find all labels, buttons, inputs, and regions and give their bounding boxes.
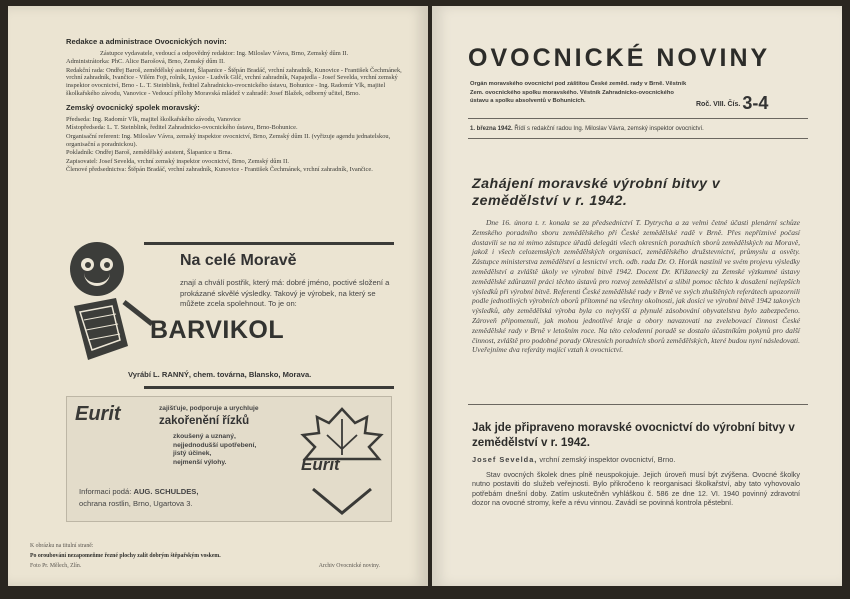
- union-org-officer: Organisační referent: Ing. Miloslav Vávra, zemský inspektor ovocnictví, Brno, Zemský dům II. (vyřizuje agendu jednatelskou, organisační a poradnickou).: [66, 132, 391, 148]
- editorial-heading: Redakce a administrace Ovocnických novin:: [66, 37, 227, 46]
- paint-brush-icon: [68, 294, 158, 364]
- eurit-tagline-small: zajišťuje, podporuje a urychluje: [159, 405, 259, 412]
- article-title: Zahájení moravské výrobní bitvy v zemědělství v r. 1942.: [472, 176, 721, 209]
- eurit-info-name: AUG. SCHULDES,: [133, 487, 199, 496]
- eurit-info-address: ochrana rostlin, Brno, Ugartova 3.: [79, 499, 193, 508]
- editorial-administrator: Administrátorka: PhC. Alice Barošová, Brno, Zemský dům II.: [66, 58, 225, 66]
- eurit-tagline-big: zakořenění řízků: [159, 415, 250, 427]
- eurit-feature: zkoušený a uznaný,: [173, 433, 236, 440]
- dateline-text: Řídí s redakční radou Ing. Miloslav Vávra, zemský inspektor ovocnictví.: [514, 126, 704, 132]
- smiley-face-icon: [70, 242, 124, 296]
- byline-role: vrchní zemský inspektor ovocnictví, Brno.: [539, 455, 676, 464]
- article-rule: [468, 404, 808, 405]
- header-rule: [468, 138, 808, 139]
- header-rule: [468, 118, 808, 119]
- dateline: [470, 126, 810, 132]
- newspaper-masthead: OVOCNICKÉ NOVINY: [468, 44, 771, 72]
- union-treasurer: Pokladník: Ondřej Baroš, zemědělský asistent, Šlapanice u Brna.: [66, 149, 233, 157]
- editorial-masthead: [66, 38, 406, 175]
- article-byline: [472, 455, 800, 464]
- barvikol-brand: BARVIKOL: [150, 316, 285, 344]
- union-vice-chairman: Místopředseda: L. T. Steinblink, ředitel Zahradnicko-ovocnického ústavu, Brno-Bohunice.: [66, 124, 298, 132]
- volume-label: Roč. VIII. Čís.: [696, 101, 741, 108]
- eurit-features: [173, 433, 256, 467]
- footer-caption-heading: K obrázku na titulní straně:: [30, 543, 94, 549]
- dateline-date: 1. března 1942.: [470, 126, 513, 132]
- article-title: Jak jde připraveno moravské ovocnictví do výrobní bitvy v zemědělství v r. 1942.: [472, 421, 795, 449]
- eurit-feature: jistý účinek,: [173, 450, 212, 458]
- union-chairman: Předseda: Ing. Radomír Vlk, majitel školkařského závodu, Vanovice: [66, 115, 241, 123]
- barvikol-body: znají a chválí postřik, který má: dobré jméno, poctivé složení a prokázané skvělé výsledky. Takový je výrobek, na který se můžete zcela spolehnout. To je on:: [180, 278, 390, 308]
- eurit-logo-small: Eurit: [75, 403, 121, 425]
- eurit-feature: nejjednodušší upotřebení,: [173, 441, 257, 449]
- editorial-board: Redakční rada: Ondřej Baroš, zemědělský asistent, Šlapanice - Štěpán Bradáč, vrchní zahradník, Kunovice - František Čechmánek, vrchní zahradník, Ivančice - Vilém Fojt, rolník, Lysice - Ludvík Gilč, vrchní zahradník, Napajedla - Josef Sevelda, vrchní zemský inspektor ovocnictví, Brno - L. T. Steinblink, ředitel Zahradnicko-ovocnického ústavu, Bohunice - Ing. Radomír Vlk, majitel školkařského závodu, Vanovice - Vedoucí přílohy Moravská mládež v zahradě: Josef Blažek, odborný učitel, Brno.: [66, 66, 402, 97]
- right-page: [432, 6, 842, 586]
- barvikol-maker: Vyrábí L. RANNÝ, chem. továrna, Blansko, Morava.: [128, 370, 312, 379]
- union-recorder: Zapisovatel: Josef Sevelda, vrchní zemský inspektor ovocnictví, Brno, Zemský dům II.: [66, 157, 289, 165]
- masthead-subtitle: Orgán moravského ovocnictví pod záštitou České zeměd. rady v Brně. Věstník Zem. ovocnického spolku moravského. Věstník Zahradnicko-ovocnického ústavu a spolku absolventů v Bohunicích.: [470, 81, 687, 105]
- page-footer: [30, 541, 420, 571]
- barvikol-title: Na celé Moravě: [180, 252, 297, 269]
- divider-rule: [144, 386, 394, 389]
- editorial-team: Zástupce vydavatele, vedoucí a odpovědný redaktor: Ing. Miloslav Vávra, Brno, Zemský dům II.: [100, 49, 349, 57]
- eurit-logo-big: Eurit: [301, 455, 340, 474]
- eurit-info-label: Informaci podá:: [79, 487, 132, 496]
- byline-author: Josef Sevelda,: [472, 455, 538, 464]
- article-body: Stav ovocných školek dnes plně neuspokojuje. Jejich úroveň musí být zvýšena. Ovocné školky nutno postaviti do služeb veřejnosti. Bylo přikročeno k reorganisaci školkařství, aby tato vyhovovalo potřebám dnešní doby. Zatím uskutečněn vyhláškou č. 586 ze dne 12. VI. 1940 povinný zdravotní dozor na ovocné stromy, keře a révu vinnou. Zavádí se povinná kontrola pěstební.: [472, 470, 800, 508]
- union-members: Členové předsednictva: Štěpán Bradáč, vrchní zahradník, Kunovice - František Čechmánek, vrchní zahradník, Ivančice.: [66, 166, 373, 174]
- issue-number: 3-4: [742, 93, 769, 113]
- left-page: [8, 6, 428, 586]
- issue-info: [696, 90, 768, 111]
- eurit-feature: nejmenší výlohy.: [173, 458, 227, 466]
- footer-archive-credit: Archiv Ovocnické noviny.: [318, 563, 380, 569]
- eurit-advert: [66, 396, 392, 522]
- union-heading: Zemský ovocnický spolek moravský:: [66, 103, 200, 113]
- footer-caption-text: Po oroubování nezapomeňme řezné plochy zalít dobrým štěpařským voskem.: [30, 553, 221, 559]
- article-body: Dne 16. února t. r. konala se za předsednictví T. Dytrycha a za velmi četné účasti plenární schůze Zemského poradního sboru zemědělského při České zemědělské radě v Brně. Přes nepříznivé počasí dostavili se na ni mimo zástupce úřadů delegáti všech okresních poradních sborů zemědělských na Moravě, jakož i všech celozemských zemědělských organisací, zemědělského družstevnictví, průmyslu a osvěty. Zástupce ministerstva zemědělství a lesnictví vrch. odb. rada Dr. O. Horák nastínil ve svém projevu výsledky zemědělství a zvláště úkoly ve výrobní bitvě 1942. Docent Dr. Křižanecký za Zemské výzkumné ústavy zemědělské zdůraznil práci těchto ústavů pro rozvoj zemědělství a slíbil pomoc těchto k dosažení nejlepších výsledků při výrobní bitvě. Referenti České zemědělské rady v Brně ve svých zhuštěných referátech upozornili podle jednotlivých výrobních oborů přítomné na všechny okolnosti, jak dosíci ve výrobní bitvě 1942 takových výsledků, aby zemědělská výroba byla co nejvyšší a plynulé zásobování obyvatelstva bylo zabezpečeno. Zároveň připomenuli, jak mohou jednotlivé kraje a obory navazovati na zvelebovací činnost České zemědělské rady v Brně v letošním roce. Na této celodenní poradě se dostalo účastníkům pokynů pro další činnost, zvláště pro podobné porady Okresních poradních sborů zemědělských, které budou nyní následovati. Uveřejníme dva referáty mající vztah k ovocnictví.: [472, 218, 801, 355]
- barvikol-advert: [66, 238, 396, 386]
- eurit-info-line: [79, 487, 198, 496]
- footer-photo-credit: Foto Pr. Mělech, Zlín.: [30, 563, 82, 569]
